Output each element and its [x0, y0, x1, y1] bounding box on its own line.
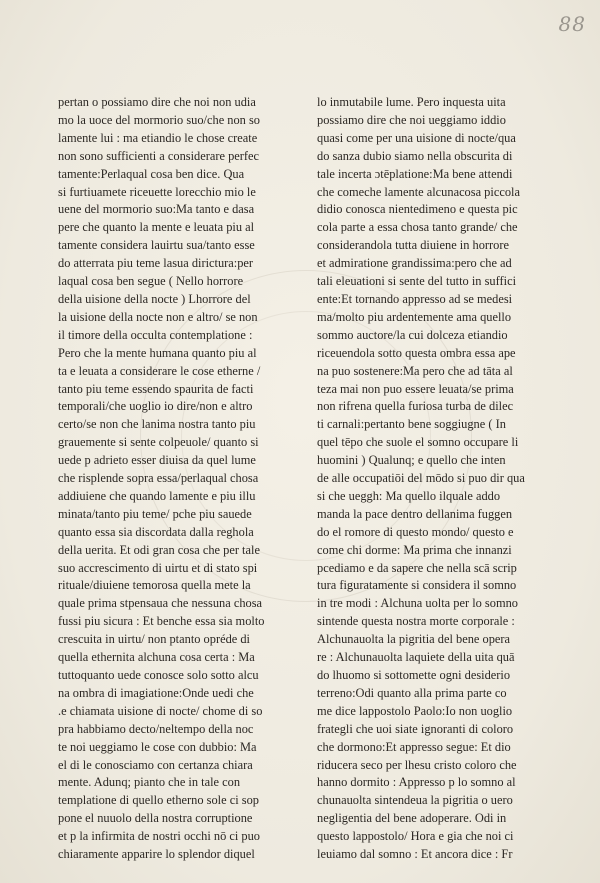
text-line: lo inmutabile lume. Pero inquesta uita — [317, 95, 506, 109]
text-line: quasi come per una uisione di nocte/qua — [317, 130, 516, 145]
text-line: cola parte a essa chosa tanto grande/ che — [317, 220, 518, 235]
text-line: pcediamo e da sapere che nella scā scrip — [317, 560, 517, 575]
text-line: quale prima stpensaua che nessuna chosa — [58, 596, 263, 611]
text-line: leuiamo dal somno : Et ancora dice : Fr — [317, 847, 513, 862]
text-line: si furtiuamete riceuette lorecchio mio le — [58, 184, 256, 199]
text-line: tura figuratamente si considera il somno — [317, 578, 517, 593]
text-line: uede p adrieto esser diuisa da quel lume — [58, 453, 256, 468]
text-line: re : Alchunauolta laquiete della uita quā — [317, 650, 515, 665]
text-line: tuttoquanto uede conosce solo sotto alcu — [58, 668, 259, 682]
text-line: me dice lappostolo Paolo:Io non uoglio — [317, 703, 513, 718]
text-line: uene del mormorio suo:Ma tanto e dasa — [58, 202, 255, 217]
text-line: terreno:Odi quanto alla prima parte co — [317, 685, 507, 700]
text-line: pone el nuuolo della nostra corruptione — [58, 811, 253, 826]
text-line: mente. Adunq; pianto che in tale con — [58, 775, 241, 790]
text-line: pere che quanto la mente e leuata piu al — [58, 220, 255, 235]
text-line: laqual cosa ben segue ( Nello horrore — [58, 274, 244, 289]
text-line: chunauolta sintendeua la pigritia o uero — [317, 793, 513, 808]
text-line: et p la infirmita de nostri occhi nō ci puo — [58, 829, 260, 844]
text-line: possiamo dire che noi ueggiamo iddio — [317, 112, 506, 127]
text-line: tale incerta ɔtēplatione:Ma bene attendi — [317, 166, 513, 181]
text-line: quanto essa sia discordata dalla reghola — [58, 524, 254, 539]
text-line: riceuendola sotto questa ombra essa ape — [317, 345, 516, 360]
text-line: crescuita in uirtu/ non ptanto opréde di — [58, 632, 251, 647]
text-line: el di le conosciamo con certanza chiara — [58, 757, 253, 772]
text-line: quella ethernita alchuna cosa certa : Ma — [58, 650, 255, 665]
text-line: Alchunauolta la pigritia del bene opera — [317, 632, 511, 647]
text-line: tali eleuationi si sente del tutto in suffici — [317, 274, 517, 289]
text-line: templatione di quello etherno sole ci sop — [58, 793, 259, 808]
text-line: della uerita. Et odi gran cosa che per tale — [58, 542, 260, 557]
text-line: questo lappostolo/ Hora e gia che noi ci — [317, 829, 514, 844]
text-line: lamente lui : ma etiandio le chose create — [58, 130, 258, 145]
text-line: do lhuomo si sottomette ogni desiderio — [317, 668, 511, 682]
text-line: della uisione della nocte ) Lhorrore del — [58, 291, 251, 306]
text-line: frategli che uoi siate ignoranti di coloro — [317, 721, 514, 736]
folio-number: 88 — [558, 12, 586, 36]
text-line: tamente:Perlaqual cosa ben dice. Qua — [58, 166, 245, 181]
text-line: minata/tanto piu teme/ pche piu sauede — [58, 506, 252, 521]
text-line: il timore della occulta contemplatione : — [58, 327, 253, 342]
text-line: considerandola tutta diuiene in horrore — [317, 238, 509, 253]
text-line: et admiratione grandissima:pero che ad — [317, 256, 512, 271]
text-line: ma/molto piu ardentemente ama quello — [317, 309, 512, 324]
text-line: tamente considera lauirtu sua/tanto esse — [58, 238, 255, 253]
text-line: rituale/diuiene temorosa quella mete la — [58, 578, 251, 593]
text-line: manda la pace dentro dellanima fuggen — [317, 506, 513, 521]
text-line: ti carnali:pertanto bene soggiugne ( In — [317, 417, 506, 432]
text-line: fussi piu sicura : Et benche essa sia molto — [58, 614, 265, 629]
text-line: la uisione della nocte non e altro/ se non — [58, 309, 258, 324]
text-line: do atterrata piu teme lasua dirictura:per — [58, 256, 254, 271]
text-line: in tre modi : Alchuna uolta per lo somno — [317, 596, 518, 611]
text-line: che dormono:Et appresso segue: Et dio — [317, 739, 511, 754]
text-line: riducera seco per lhesu cristo coloro che — [317, 757, 517, 772]
text-line: pertan o possiamo dire che noi non udia — [58, 95, 256, 109]
text-line: temporali/che uoglio io dire/non e altro — [58, 399, 253, 414]
text-line: huomini ) Qualunq; e quello che inten — [317, 453, 506, 468]
text-line: pra habbiamo decto/neltempo della noc — [58, 721, 254, 736]
text-line: didio conosca nientedimeno e questa pic — [317, 202, 518, 217]
text-line: do el romore di questo mondo/ questo e — [317, 524, 514, 539]
text-line: sommo auctore/la cui dolceza etiandio — [317, 327, 508, 342]
text-line: ente:Et tornando appresso ad se medesi — [317, 291, 513, 306]
text-line: addiuiene che quando lamente e piu illu — [58, 488, 256, 503]
text-line: sintende questa nostra morte corporale : — [317, 614, 515, 629]
text-line: non rifrena quella furiosa turba de dilec — [317, 399, 514, 414]
text-line: che risplende sopra essa/perlaqual chosa — [58, 471, 259, 486]
text-line: teza mai non puo essere leuata/se prima — [317, 381, 514, 396]
text-line: ta e leuata a considerare le cose etherne / — [58, 363, 261, 378]
text-line: come chi dorme: Ma prima che innanzi — [317, 542, 512, 557]
text-line: na puo sostenere:Ma pero che ad tāta al — [317, 363, 513, 378]
text-line: mo la uoce del mormorio suo/che non so — [58, 112, 260, 127]
text-line: si che ueggh: Ma quello ilquale addo — [317, 488, 501, 503]
text-line: negligentia del bene adoperare. Odi in — [317, 811, 507, 826]
text-line: te noi ueggiamo le cose con dubbio: Ma — [58, 739, 257, 754]
text-line: na ombra di imagiatione:Onde uedi che — [58, 685, 254, 700]
text-line: quel tēpo che suole el somno occupare li — [317, 435, 519, 450]
text-line: non sono sufficienti a considerare perfec — [58, 148, 260, 163]
text-line: do sanza dubio siamo nella obscurita di — [317, 148, 513, 163]
text-line: chiaramente apparire lo splendor diquel — [58, 847, 255, 862]
text-line: suo accrescimento di uirtu et di stato spi — [58, 560, 258, 575]
left-text-column — [58, 94, 290, 864]
text-line: de alle occupatiōi del mōdo si puo dir qua — [317, 471, 525, 486]
text-line: tanto piu teme essendo spaurita de facti — [58, 381, 254, 396]
text-line: .e chiamata uisione di nocte/ chome di so — [58, 703, 263, 718]
text-line: Pero che la mente humana quanto piu al — [58, 345, 257, 360]
text-line: hanno dormito : Appresso p lo somno al — [317, 775, 516, 790]
right-text-column — [317, 94, 549, 864]
text-line: che comeche lamente alcunacosa piccola — [317, 184, 520, 199]
text-line: grauemente si sente colpeuole/ quanto si — [58, 435, 259, 450]
text-line: certo/se non che lanima nostra tanto piu — [58, 417, 256, 432]
